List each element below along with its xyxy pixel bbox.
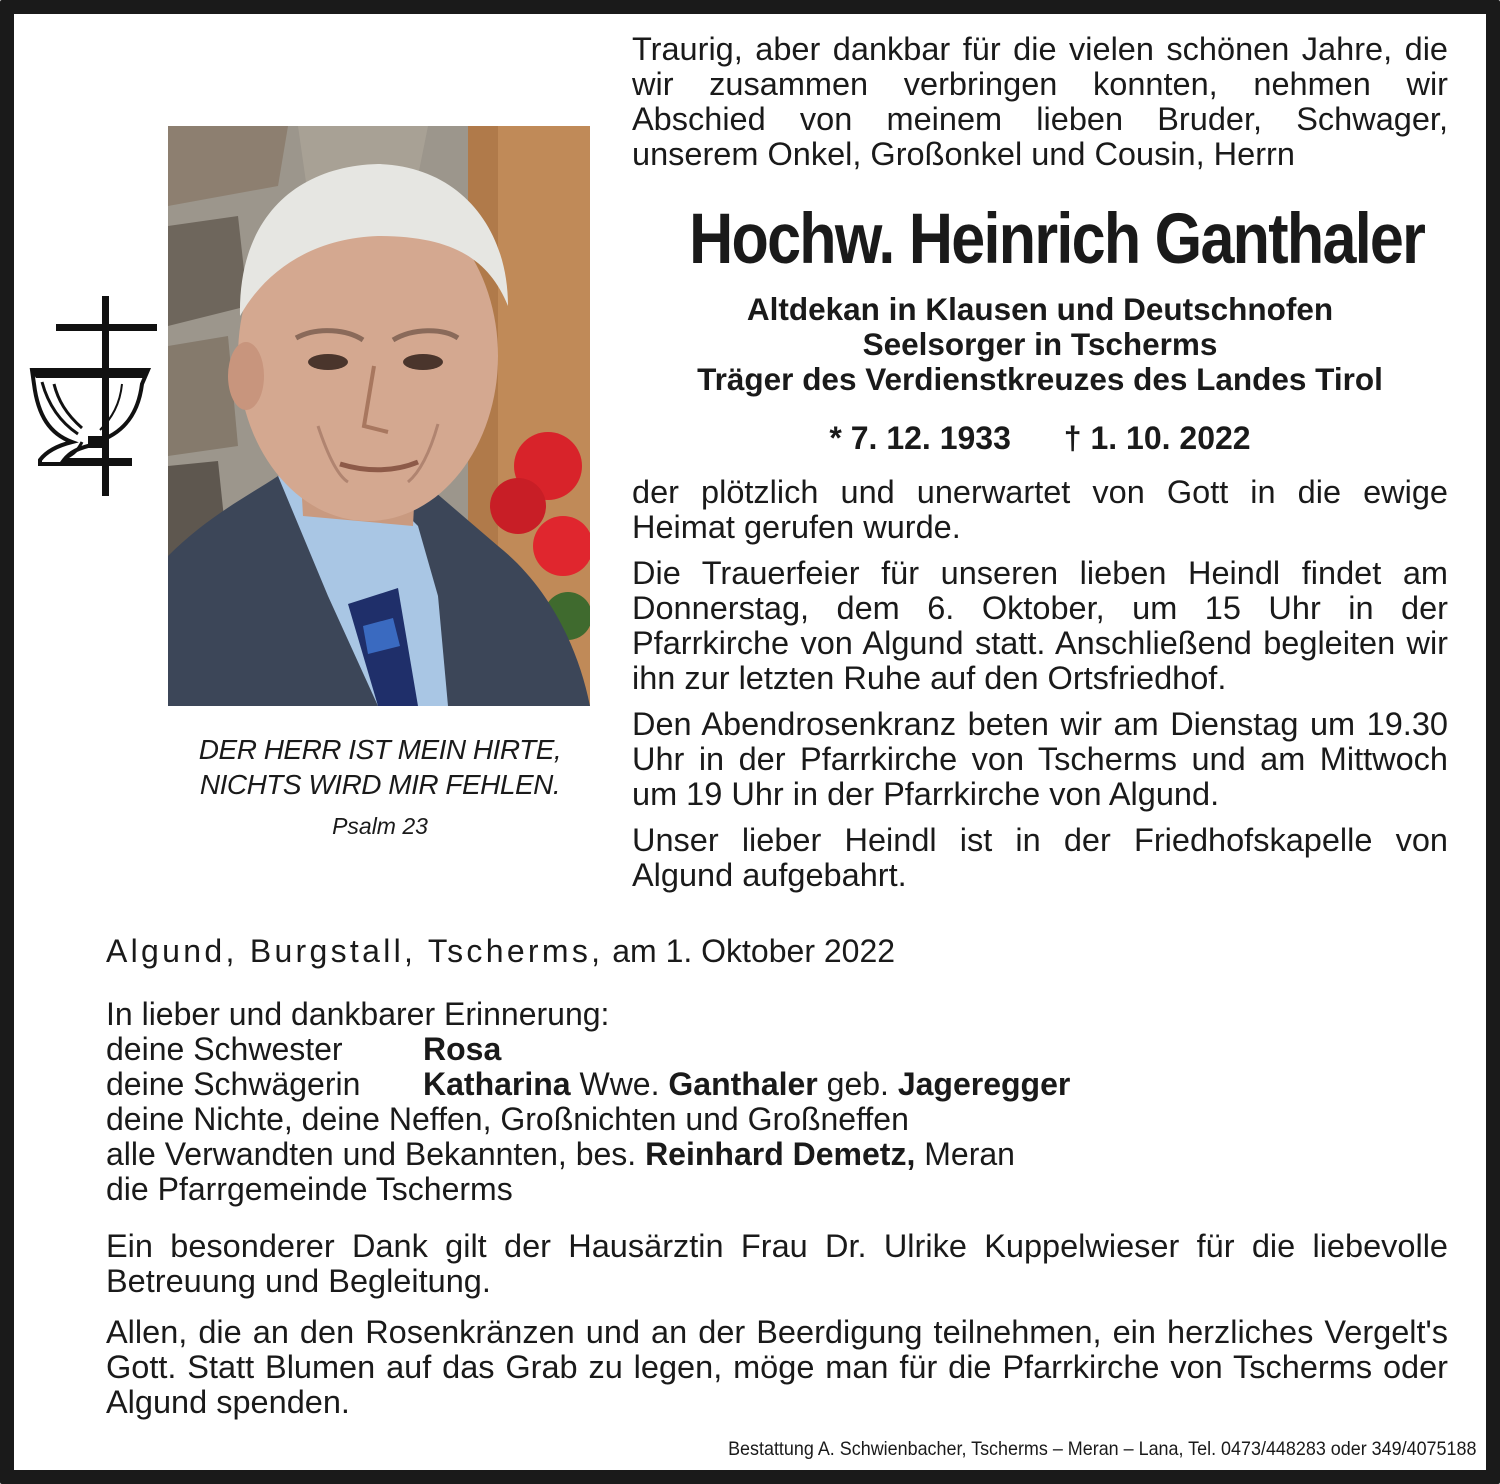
place-locations: Algund, Burgstall, Tscherms, [106,933,604,969]
title-line-1: Altdekan in Klausen und Deutschnofen [746,291,1334,327]
place-date: am 1. Oktober 2022 [612,933,896,969]
death-date: † 1. 10. 2022 [1063,420,1251,456]
mourner-relation: deine Schwägerin [106,1066,361,1102]
mourner-name: Katharina [423,1066,571,1102]
mourners-heading: In lieber und dankbarer Erinnerung: [106,996,610,1032]
deceased-name: Hochw. Heinrich Ganthaler [689,200,1425,279]
psalm-quote [150,732,610,840]
mourner-row [106,1137,1206,1172]
mourner-text: Wwe. [570,1066,669,1102]
mourner-parish: die Pfarrgemeinde Tscherms [106,1171,513,1207]
cross-chalice-icon [26,292,160,502]
title-line-2: Seelsorger in Tscherms [862,326,1218,362]
mourner-name: Reinhard Demetz, [645,1136,916,1172]
thanks-all: Allen, die an den Rosenkränzen und an der Beerdigung teilnehmen, ein herzliches Vergelt's Gott. Statt Blumen auf das Grab zu legen, möge man für die Pfarrkirche von Tscherms oder Algund spenden. [106,1314,1448,1420]
portrait-photo [168,126,590,706]
mourner-relation: deine Schwester [106,1031,343,1067]
titles-block [632,292,1448,397]
mourner-name: Ganthaler [668,1066,818,1102]
mourner-name: Rosa [423,1031,502,1067]
paragraph-funeral: Die Trauerfeier für unseren lieben Heindl findet am Donnerstag, dem 6. Oktober, um 15 Uhr in der Pfarrkirche von Algund statt. Anschließend begleiten wir ihn zur letzten Ruhe auf den Ortsfriedhof. [632,555,1448,696]
place-date-line [106,932,895,970]
quote-source: Psalm 23 [332,813,428,839]
thanks-doctor: Ein besonderer Dank gilt der Hausärztin Frau Dr. Ulrike Kuppelwieser für die liebevolle Betreuung und Begleitung. [106,1228,1448,1299]
mourner-row [106,1032,1206,1067]
mourner-text: Meran [915,1136,1015,1172]
main-text-column [632,32,1448,893]
mourner-nieces: deine Nichte, deine Neffen, Großnichten und Großneffen [106,1101,909,1137]
life-dates [632,418,1448,458]
intro-text: Traurig, aber dankbar für die vielen schönen Jahre, die wir zusammen verbringen konnten, nehmen wir Abschied von meinem lieben Bruder, Schwager, unserem Onkel, Großonkel und Cousin, Herrn [632,31,1448,172]
title-line-3: Träger des Verdienstkreuzes des Landes Tirol [697,361,1383,397]
funeral-home-footer: Bestattung A. Schwienbacher, Tscherms – Meran – Lana, Tel. 0473/448283 oder 349/4075188 [727,1438,1476,1460]
paragraph-called-home: der plötzlich und unerwartet von Gott in die ewige Heimat gerufen wurde. [632,474,1448,545]
mourner-name: Jageregger [897,1066,1071,1102]
mourner-text: alle Verwandten und Bekannten, bes. [106,1136,646,1172]
mourner-text: geb. [817,1066,898,1102]
mourners-list [106,997,1206,1207]
birth-date: * 7. 12. 1933 [829,420,1011,456]
paragraph-rosary: Den Abendrosenkranz beten wir am Dienstag um 19.30 Uhr in der Pfarrkirche von Tscherms und am Mittwoch um 19 Uhr in der Pfarrkirche von Algund. [632,706,1448,812]
quote-line-1: DER HERR IST MEIN HIRTE, [198,734,562,765]
quote-line-2: NICHTS WIRD MIR FEHLEN. [199,769,561,800]
mourner-row [106,1067,1206,1102]
paragraph-laid-out: Unser lieber Heindl ist in der Friedhofskapelle von Algund aufgebahrt. [632,822,1448,893]
